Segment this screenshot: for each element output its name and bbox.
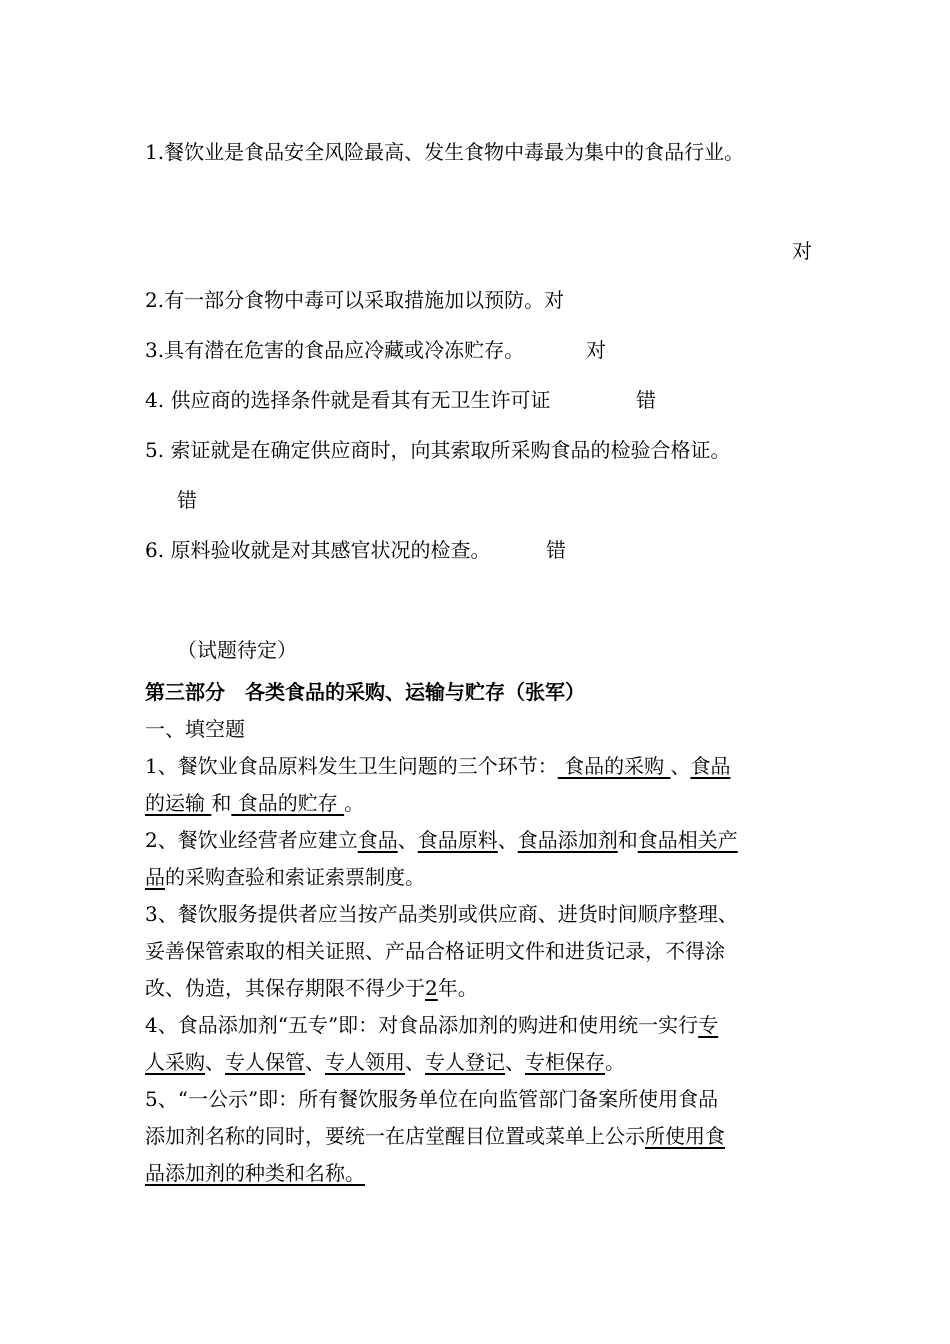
answer-4: 错	[636, 388, 656, 412]
section-title: 第三部分 各类食品的采购、运输与贮存（张军）	[145, 680, 585, 704]
connector: 和	[617, 828, 638, 852]
fill-item-5-prompt: 添加剂名称的同时，要统一在店堂醒目位置或菜单上公示	[145, 1124, 645, 1148]
fill-item-2-line-1	[145, 826, 738, 854]
fill-item-3-ending: 年。	[437, 976, 478, 1000]
separator: 、	[405, 1050, 425, 1074]
section-subtitle: 一、填空题	[145, 717, 245, 741]
fill-item-5-line-2	[145, 1122, 725, 1150]
fill-blank-answer: 品	[145, 865, 165, 889]
fill-blank-answer: 食品的贮存	[231, 791, 345, 815]
pending-note: （试题待定）	[177, 638, 297, 662]
fill-item-3-prompt: 改、伪造，其保存期限不得少于	[145, 976, 425, 1000]
separator: 、	[397, 828, 418, 852]
period: 。	[605, 1050, 625, 1074]
question-6: 6. 原料验收就是对其感官状况的检查。	[145, 538, 491, 562]
fill-item-5-line-1: 5、“一公示”即：所有餐饮服务单位在向监管部门备案所使用食品	[145, 1087, 719, 1111]
fill-item-1-line-1	[145, 752, 730, 780]
fill-blank-answer: 食品相关产	[637, 828, 738, 852]
fill-blank-answer: 专人领用	[325, 1050, 405, 1074]
fill-blank-answer: 专人登记	[425, 1050, 505, 1074]
fill-blank-answer: 食品添加剂	[517, 828, 618, 852]
separator: 、	[205, 1050, 225, 1074]
separator: 、	[670, 754, 691, 778]
answer-2: 对	[544, 288, 565, 312]
fill-item-3-line-1: 3、餐饮服务提供者应当按产品类别或供应商、进货时间顺序整理、	[145, 902, 738, 926]
answer-1: 对	[792, 239, 812, 263]
fill-blank-answer: 专柜保存	[525, 1050, 605, 1074]
answer-3: 对	[586, 338, 606, 362]
fill-blank-answer: 人采购	[145, 1050, 205, 1074]
fill-item-2-line-2	[145, 863, 425, 891]
fill-item-1-line-2	[145, 789, 364, 817]
fill-blank-answer: 专	[698, 1013, 719, 1037]
answer-6: 错	[546, 538, 566, 562]
question-2	[145, 286, 564, 314]
fill-blank-answer: 食品	[690, 754, 731, 778]
answer-5: 错	[177, 488, 197, 512]
question-2-text: 2.有一部分食物中毒可以采取措施加以预防。	[145, 288, 545, 312]
question-3: 3.具有潜在危害的食品应冷藏或冷冻贮存。	[145, 338, 525, 362]
fill-item-2-ending: 的采购查验和索证索票制度。	[165, 865, 425, 889]
separator: 、	[497, 828, 518, 852]
fill-item-5-line-3	[145, 1159, 365, 1187]
separator: 、	[505, 1050, 525, 1074]
question-5: 5. 索证就是在确定供应商时，向其索取所采购食品的检验合格证。	[145, 438, 731, 462]
fill-item-4-line-2	[145, 1048, 625, 1076]
fill-item-3-line-2: 妥善保管索取的相关证照、产品合格证明文件和进货记录，不得涂	[145, 939, 725, 963]
fill-blank-answer: 食品原料	[417, 828, 498, 852]
fill-item-2-prompt: 2、餐饮业经营者应建立	[145, 828, 358, 852]
fill-blank-answer: 食品的采购	[557, 754, 671, 778]
question-4: 4. 供应商的选择条件就是看其有无卫生许可证	[145, 388, 551, 412]
fill-blank-answer: 专人保管	[225, 1050, 305, 1074]
fill-blank-answer: 品添加剂的种类和名称。	[145, 1161, 365, 1185]
fill-blank-answer: 的运输	[145, 791, 212, 815]
fill-item-4-line-1	[145, 1011, 718, 1039]
fill-item-3-line-3	[145, 974, 478, 1002]
question-1: 1.餐饮业是食品安全风险最高、发生食物中毒最为集中的食品行业。	[145, 140, 745, 164]
fill-item-4-prompt: 4、食品添加剂“五专”即：对食品添加剂的购进和使用统一实行	[145, 1013, 699, 1037]
fill-blank-answer: 食品	[357, 828, 398, 852]
fill-item-1-prompt: 1、餐饮业食品原料发生卫生问题的三个环节：	[145, 754, 558, 778]
separator: 、	[305, 1050, 325, 1074]
connector: 和	[211, 791, 232, 815]
fill-blank-answer: 2	[425, 976, 438, 1000]
period: 。	[344, 791, 365, 815]
fill-blank-answer: 所使用食	[645, 1124, 725, 1148]
